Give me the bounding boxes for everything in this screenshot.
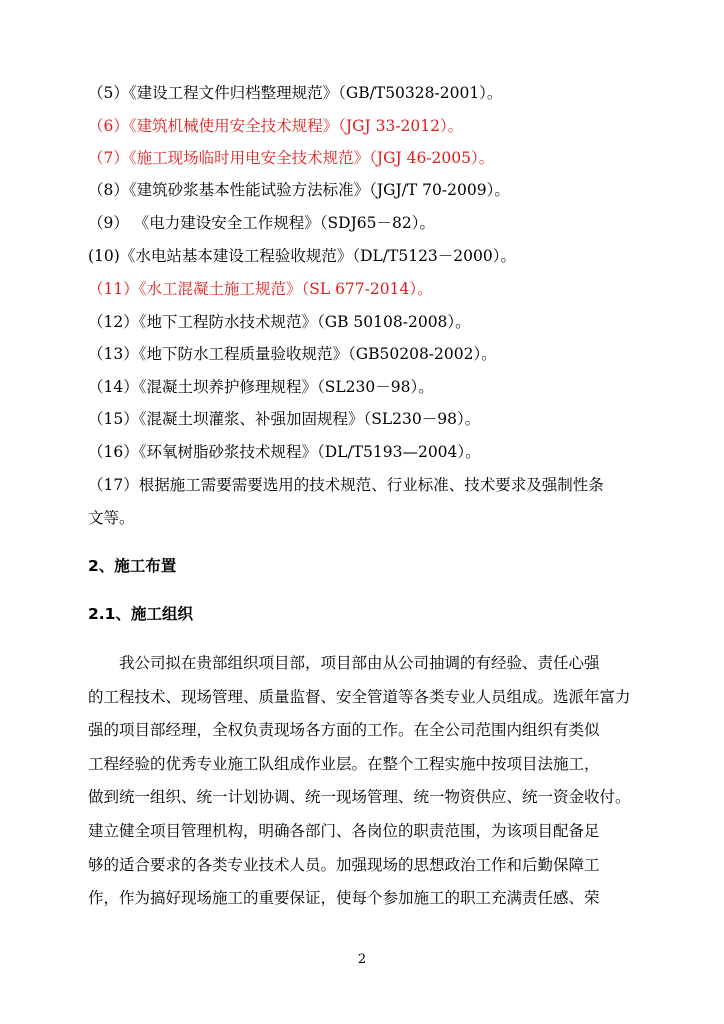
page-number: 2: [357, 952, 367, 967]
reference-item-15: （15）《混凝土坝灌浆、补强加固规程》（SL230－98）。: [88, 410, 481, 428]
paragraph-line: 作，作为搞好现场施工的重要保证，使每个参加施工的职工充满责任感、荣: [88, 889, 600, 907]
reference-item-7: （7）《施工现场临时用电安全技术规范》（JGJ 46-2005）。: [88, 149, 495, 167]
reference-item-5: （5）《建设工程文件归档整理规范》（GB/T50328-2001）。: [88, 84, 503, 102]
reference-item-6: （6）《建筑机械使用安全技术规程》（JGJ 33-2012）。: [88, 117, 464, 135]
paragraph-line: 够的适合要求的各类专业技术人员。加强现场的思想政治工作和后勤保障工: [88, 856, 600, 874]
reference-item-12: （12）《地下工程防水技术规范》（GB 50108-2008）。: [88, 313, 471, 331]
reference-item-17-line1: （17）根据施工需要需要选用的技术规范、行业标准、技术要求及强制性条: [88, 476, 604, 494]
reference-item-10: (10)《水电站基本建设工程验收规范》（DL/T5123－2000）。: [88, 247, 516, 265]
reference-item-14: （14）《混凝土坝养护修理规程》（SL230－98）。: [88, 378, 434, 396]
reference-item-16: （16）《环氧树脂砂浆技术规程》（DL/T5193—2004）。: [88, 443, 481, 461]
reference-item-8: （8）《建筑砂浆基本性能试验方法标准》（JGJ/T 70-2009）。: [88, 181, 510, 199]
paragraph-line: 建立健全项目管理机构，明确各部门、各岗位的职责范围，为该项目配备足: [88, 822, 600, 840]
reference-item-17-line2: 文等。: [88, 509, 135, 527]
paragraph-line: 的工程技术、现场管理、质量监督、安全管道等各类专业人员组成。选派年富力: [88, 688, 631, 706]
subsection-heading: 2.1、施工组织: [88, 605, 193, 623]
reference-item-13: （13）《地下防水工程质量验收规范》（GB50208-2002）。: [88, 345, 497, 363]
section-heading: 2、施工布置: [88, 557, 177, 575]
paragraph-line: 做到统一组织、统一计划协调、统一现场管理、统一物资供应、统一资金收付。: [88, 788, 631, 806]
paragraph-line: 工程经验的优秀专业施工队组成作业层。在整个工程实施中按项目法施工，: [88, 755, 600, 773]
paragraph-line: 我公司拟在贵部组织项目部，项目部由从公司抽调的有经验、责任心强: [88, 654, 600, 672]
reference-item-9: （9） 《电力建设安全工作规程》（SDJ65－82）。: [88, 214, 435, 232]
reference-item-11: （11）《水工混凝土施工规范》（SL 677-2014）。: [88, 280, 433, 298]
paragraph-line: 强的项目部经理，全权负责现场各方面的工作。在全公司范围内组织有类似: [88, 721, 600, 739]
